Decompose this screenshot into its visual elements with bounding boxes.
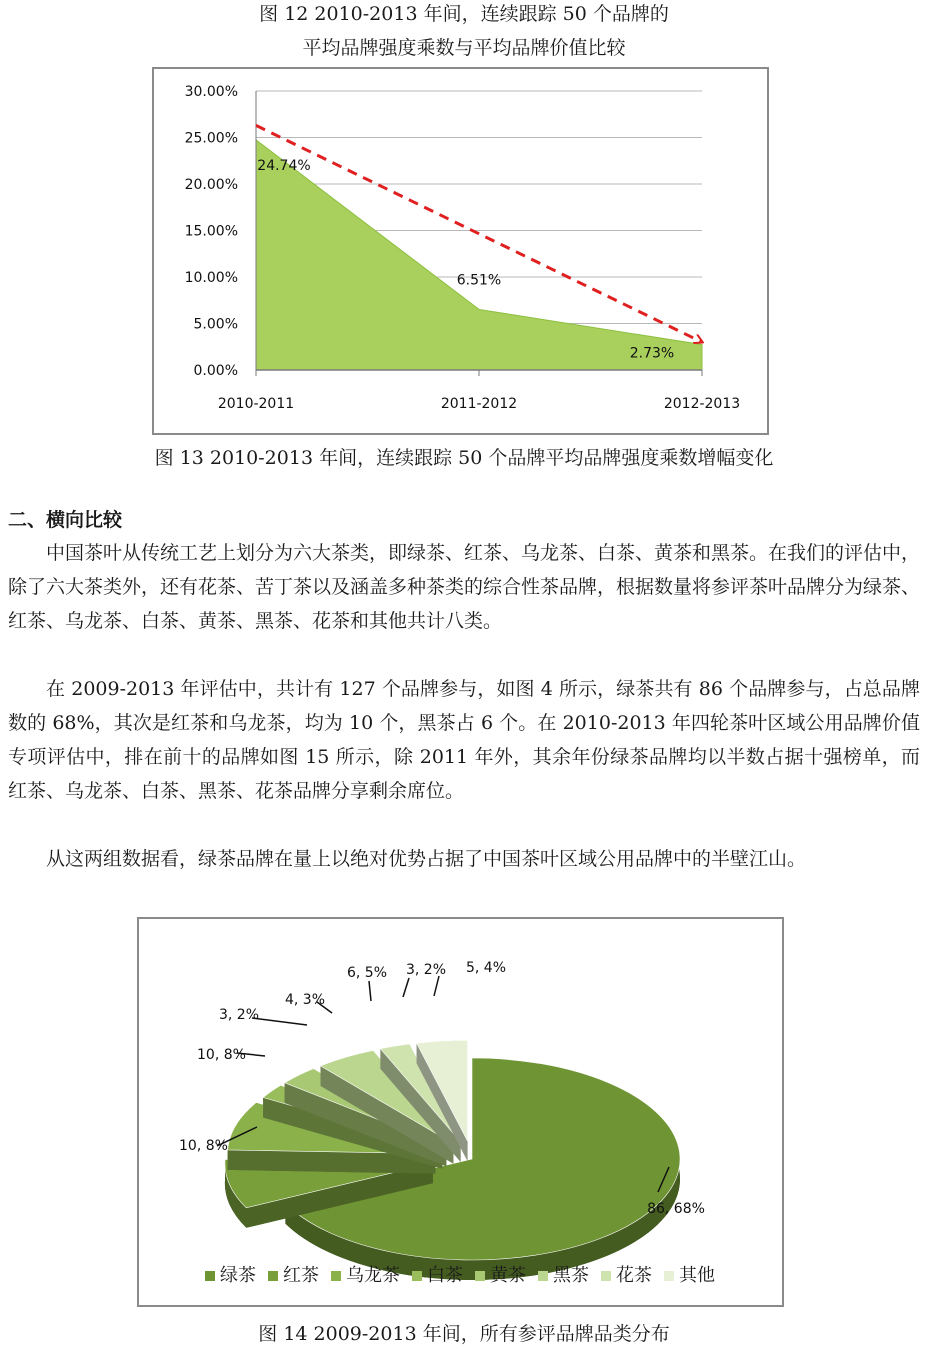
- fig14-caption: 图 14 2009-2013 年间，所有参评品牌品类分布: [258, 1323, 670, 1345]
- data-label: 2.73%: [629, 345, 675, 362]
- y-tick-label: 0.00%: [193, 363, 238, 379]
- x-tick-label: 2010-2011: [217, 396, 295, 412]
- section-heading: 二、横向比较: [8, 509, 123, 531]
- fig12-caption-line2: 平均品牌强度乘数与平均品牌价值比较: [302, 37, 626, 59]
- fig14-chart-frame: [137, 917, 784, 1307]
- pie-data-label: 4, 3%: [285, 992, 326, 1008]
- data-label: 6.51%: [456, 272, 502, 289]
- fig13-caption: 图 13 2010-2013 年间，连续跟踪 50 个品牌平均品牌强度乘数增幅变化: [154, 447, 774, 469]
- y-tick-label: 20.00%: [184, 177, 238, 193]
- data-label: 24.74%: [257, 157, 311, 174]
- fig12-caption-line1: 图 12 2010-2013 年间，连续跟踪 50 个品牌的: [259, 3, 669, 25]
- paragraph-3: 从这两组数据看，绿茶品牌在量上以绝对优势占据了中国茶叶区域公用品牌中的半壁江山。: [46, 848, 807, 870]
- legend-item: [664, 1261, 715, 1287]
- legend-label: 红茶: [283, 1265, 319, 1286]
- legend-swatch: [331, 1271, 341, 1281]
- pie-leader-line: [369, 981, 371, 1001]
- area-series-fill: [256, 140, 702, 370]
- fig13-chart-frame: [152, 67, 769, 435]
- pie-data-label: 3, 2%: [219, 1007, 260, 1023]
- legend-item: [538, 1261, 589, 1287]
- pie-leader-line: [434, 976, 439, 996]
- legend-item: [412, 1261, 463, 1287]
- pie-data-label: 6, 5%: [347, 965, 388, 981]
- area-chart: [154, 69, 767, 433]
- y-tick-label: 15.00%: [184, 223, 238, 240]
- legend-swatch: [601, 1271, 611, 1281]
- legend-item: [601, 1261, 652, 1287]
- legend-swatch: [538, 1271, 548, 1281]
- y-tick-label: 30.00%: [184, 84, 238, 100]
- pie-data-label: 10, 8%: [179, 1138, 228, 1154]
- pie-data-label: 5, 4%: [466, 960, 507, 976]
- legend-label: 绿茶: [220, 1265, 256, 1286]
- legend-item: [268, 1261, 319, 1287]
- legend-swatch: [475, 1271, 485, 1281]
- pie-data-label: 3, 2%: [406, 962, 447, 978]
- legend-swatch: [268, 1271, 278, 1281]
- y-tick-label: 25.00%: [184, 130, 238, 147]
- pie-data-label: 10, 8%: [197, 1047, 246, 1063]
- legend-item: [475, 1261, 526, 1287]
- pie-leader-line: [252, 1018, 307, 1025]
- legend-swatch: [205, 1271, 215, 1281]
- pie-chart: [139, 919, 782, 1305]
- legend-item: [331, 1261, 400, 1287]
- pie-data-label: 86, 68%: [647, 1201, 705, 1217]
- y-tick-label: 10.00%: [184, 270, 238, 286]
- legend-label: 白茶: [427, 1265, 463, 1286]
- y-tick-label: 5.00%: [193, 316, 238, 333]
- legend-label: 黄茶: [490, 1265, 526, 1286]
- x-tick-label: 2012-2013: [663, 396, 741, 412]
- legend-label: 黑茶: [553, 1265, 589, 1286]
- legend-label: 乌龙茶: [346, 1265, 400, 1286]
- paragraph-2: 在 2009-2013 年评估中，共计有 127 个品牌参与，如图 4 所示，绿茶共有 86 个品牌参与，占总品牌数的 68%，其次是红茶和乌龙茶，均为 10 个，黑茶占 6 个。在 2010-2013 年四轮茶叶区域公用品牌价值专项评估中，排在前十的品牌如图 15 所示，除 2011 年外，其余年份绿茶品牌均以半数占据十强榜单，而红茶、乌龙茶、白茶、黑茶、花茶品牌分享剩余席位。: [8, 678, 920, 802]
- x-tick-label: 2011-2012: [440, 396, 518, 412]
- legend-item: [205, 1261, 256, 1287]
- legend-label: 其他: [679, 1265, 715, 1286]
- pie-legend: [140, 1261, 780, 1287]
- pie-leader-line: [403, 978, 409, 997]
- legend-swatch: [412, 1271, 422, 1281]
- paragraph-1: 中国茶叶从传统工艺上划分为六大茶类，即绿茶、红茶、乌龙茶、白茶、黄茶和黑茶。在我们的评估中，除了六大茶类外，还有花茶、苦丁茶以及涵盖多种茶类的综合性茶品牌，根据数量将参评茶叶品牌分为绿茶、红茶、乌龙茶、白茶、黄茶、黑茶、花茶和其他共计八类。: [8, 542, 921, 632]
- legend-label: 花茶: [616, 1265, 652, 1286]
- legend-swatch: [664, 1271, 674, 1281]
